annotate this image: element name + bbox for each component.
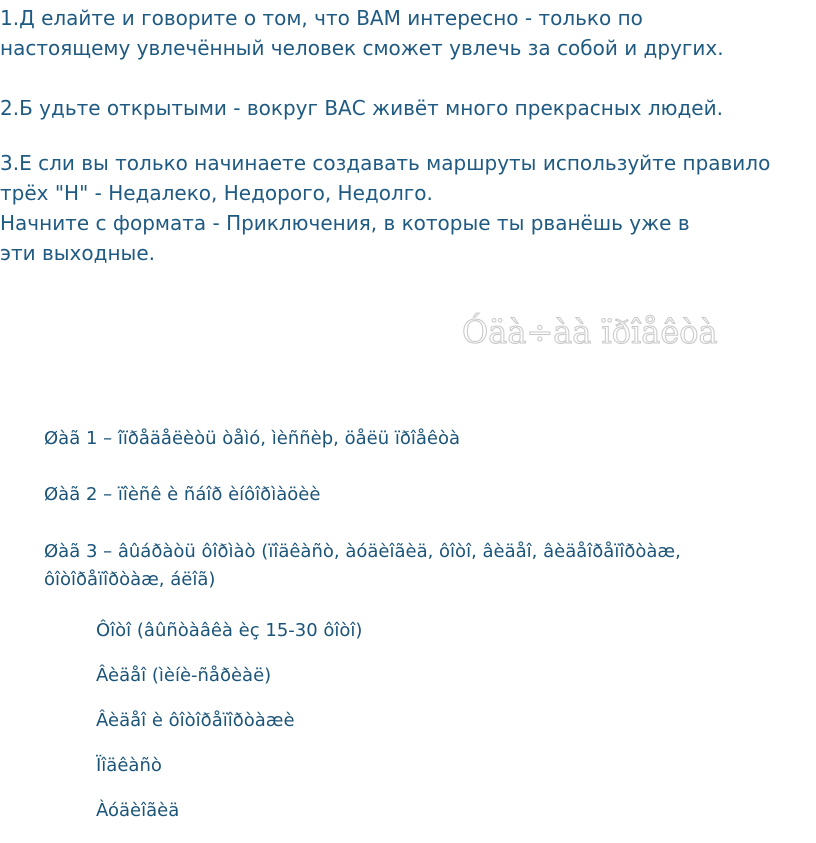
format-item: Ôîòî (âûñòàâêà èç 15-30 ôîòî) [96,620,363,641]
tip-3-line-2: трёх "Н" - Недалеко, Недорого, Недолго. [0,181,433,205]
outline-title: Óäà÷àà ïðîåêòà [462,313,718,351]
tip-3 [0,148,770,268]
step-3-line-1: Øàã 3 – âûáðàòü ôîðìàò (ïîäêàñò, àóäèîãèä, ôîòî, âèäåî, âèäåîðåïîðòàæ, [44,541,681,562]
tip-3-line-3: Начните с формата - Приключения, в которые ты рванёшь уже в [0,211,690,235]
format-item: Àóäèîãèä [96,800,180,821]
step-1 [44,425,460,453]
step-3 [44,538,681,594]
step-2-line-1: Øàã 2 – ïîèñê è ñáîð èíôîðìàöèè [44,484,321,505]
format-item: Âèäåî è ôîòîðåïîðòàæè [96,710,295,731]
tip-3-line-1: 3.Е сли вы только начинаете создавать маршруты используйте правило [0,151,771,175]
format-item: Âèäåî (ìèíè-ñåðèàë) [96,665,272,686]
tip-1-line-2: настоящему увлечённый человек сможет увлечь за собой и других. [0,36,724,60]
step-1-line-1: Øàã 1 – îïðåäåëèòü òåìó, ìèññèþ, öåëü ïðîåêòà [44,428,460,449]
step-3-line-2: ôîòîðåïîðòàæ, áëîã) [44,569,216,590]
tip-1-line-1: 1.Д елайте и говорите о том, что ВАМ интересно - только по [0,6,643,30]
tip-3-line-4: эти выходные. [0,241,155,265]
tip-2 [0,93,723,123]
tip-2-line-1: 2.Б удьте открытыми - вокруг ВАС живёт много прекрасных людей. [0,96,723,120]
format-item: Ïîäêàñò [96,755,162,776]
tip-1 [0,3,724,63]
step-2 [44,481,320,509]
